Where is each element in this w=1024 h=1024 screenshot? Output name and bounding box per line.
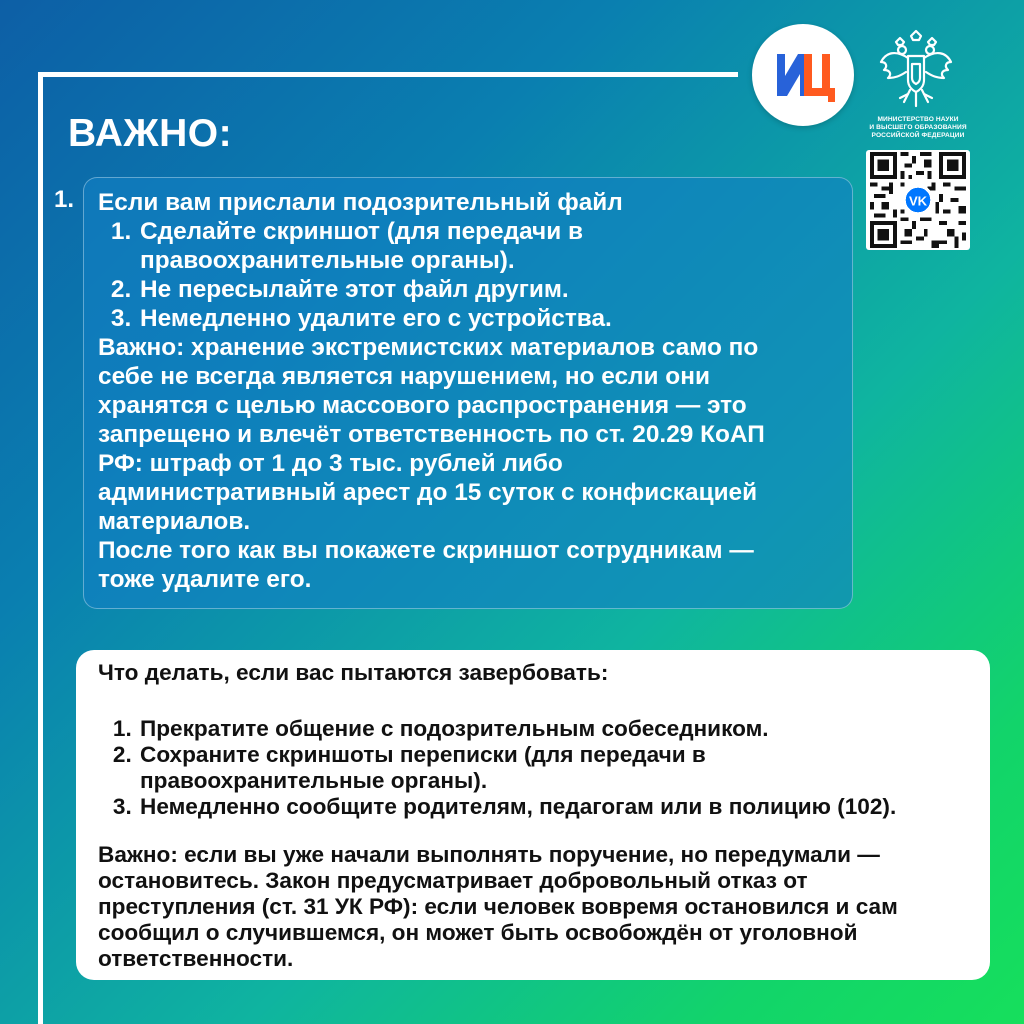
ministry-caption-line: И ВЫСШЕГО ОБРАЗОВАНИЯ	[869, 124, 967, 131]
box2-steps-list	[98, 716, 968, 820]
box2-note: Важно: если вы уже начали выполнять поручение, но передумали — остановитесь. Закон предусматривает добровольный отказ от преступления (ст. 31 УК РФ): если человек вовремя остановился и сам сообщил о случившемся, он может быть освобождён от уголовной ответственности.	[98, 842, 898, 971]
suspicious-file-box	[83, 177, 853, 609]
box1-number: 1.	[54, 186, 75, 213]
box1-steps-list	[98, 217, 838, 333]
page-heading: ВАЖНО:	[68, 112, 233, 155]
box1-after: После того как вы покажете скриншот сотрудникам — тоже удалите его.	[98, 537, 754, 593]
list-item: 3. Немедленно сообщите родителям, педагогам или в полицию (102).	[138, 794, 968, 820]
vk-badge-text: VK	[908, 193, 928, 209]
double-headed-eagle-icon	[878, 28, 954, 110]
ic-logo-mark	[752, 24, 854, 126]
frame-line-top	[38, 72, 738, 77]
list-item: 2. Не пересылайте этот файл другим.	[138, 275, 838, 304]
ic-logo	[752, 24, 854, 126]
box2-title: Что делать, если вас пытаются завербовать:	[98, 660, 609, 685]
list-item: 2. Сохраните скриншоты переписки (для передачи в правоохранительные органы).	[138, 742, 968, 794]
list-item: 3. Немедленно удалите его с устройства.	[138, 304, 838, 333]
ministry-caption-line: РОССИЙСКОЙ ФЕДЕРАЦИИ	[871, 132, 965, 139]
list-item: 1. Прекратите общение с подозрительным собеседником.	[138, 716, 968, 742]
ministry-caption	[862, 116, 974, 140]
list-item: 1. Сделайте скриншот (для передачи в правоохранительные органы).	[138, 217, 838, 275]
qr-pattern	[870, 152, 966, 248]
qr-code[interactable]	[866, 150, 970, 250]
box1-note: Важно: хранение экстремистских материалов само по себе не всегда является нарушением, но если они хранятся с целью массового распространения — это запрещено и влечёт ответственность по ст. 20.29 КоАП РФ: штраф от 1 до 3 тыс. рублей либо административный арест до 15 суток с конфискацией материалов.	[98, 334, 765, 535]
ministry-caption-line: МИНИСТЕРСТВО НАУКИ	[877, 116, 959, 123]
box1-title: Если вам прислали подозрительный файл	[98, 189, 623, 216]
frame-line-left	[38, 72, 43, 1024]
recruitment-box	[76, 650, 990, 980]
